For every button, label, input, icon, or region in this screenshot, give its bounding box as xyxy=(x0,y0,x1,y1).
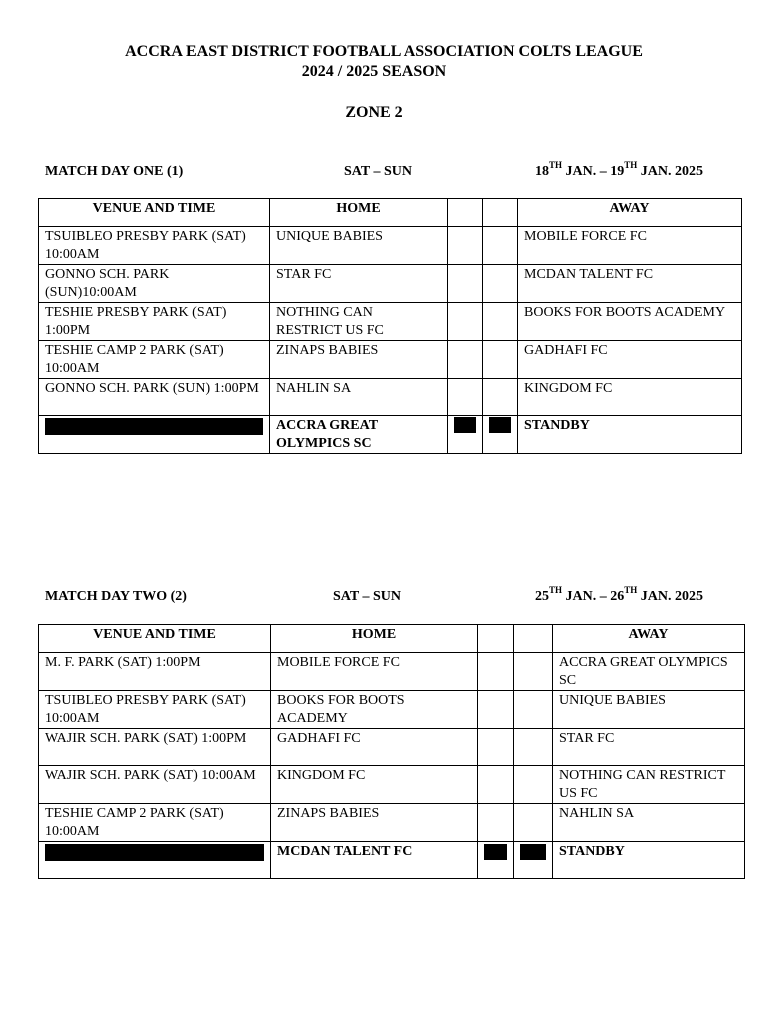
score-cell xyxy=(483,341,518,379)
matchday2-dates xyxy=(535,585,703,606)
date-mid: JAN. – 19 xyxy=(562,164,625,179)
venue-cell: TESHIE PRESBY PARK (SAT) 1:00PM xyxy=(39,303,270,341)
redaction-bar xyxy=(45,418,263,435)
venue-cell: GONNO SCH. PARK (SUN) 1:00PM xyxy=(39,379,270,416)
away-header: AWAY xyxy=(518,199,742,227)
matchday1-table xyxy=(38,198,742,454)
score-header xyxy=(448,199,483,227)
score-cell xyxy=(514,653,553,691)
score-cell xyxy=(448,416,483,454)
date-end: JAN. 2025 xyxy=(637,589,703,604)
matchday1-heading xyxy=(0,160,768,183)
table-row xyxy=(39,303,742,341)
table-header xyxy=(39,199,742,227)
table-row xyxy=(39,766,745,804)
away-cell: NAHLIN SA xyxy=(553,804,745,842)
home-cell: MCDAN TALENT FC xyxy=(271,842,478,879)
venue-cell: TESHIE CAMP 2 PARK (SAT) 10:00AM xyxy=(39,341,270,379)
venue-cell: M. F. PARK (SAT) 1:00PM xyxy=(39,653,271,691)
redaction-bar xyxy=(45,844,264,861)
home-cell: NAHLIN SA xyxy=(270,379,448,416)
score-header xyxy=(478,625,514,653)
away-cell: MCDAN TALENT FC xyxy=(518,265,742,303)
away-cell: KINGDOM FC xyxy=(518,379,742,416)
score-cell xyxy=(448,379,483,416)
home-cell: UNIQUE BABIES xyxy=(270,227,448,265)
zone-title: ZONE 2 xyxy=(345,104,403,121)
table-row xyxy=(39,265,742,303)
redaction-bar xyxy=(489,417,511,433)
away-cell: STAR FC xyxy=(553,729,745,766)
matchday2-heading xyxy=(0,585,768,608)
venue-cell: TSUIBLEO PRESBY PARK (SAT) 10:00AM xyxy=(39,227,270,265)
venue-header: VENUE AND TIME xyxy=(39,625,271,653)
score-cell xyxy=(478,653,514,691)
date-start: 18 xyxy=(535,164,549,179)
venue-cell: WAJIR SCH. PARK (SAT) 10:00AM xyxy=(39,766,271,804)
away-header: AWAY xyxy=(553,625,745,653)
date-sup: TH xyxy=(624,585,638,596)
away-cell: GADHAFI FC xyxy=(518,341,742,379)
away-cell: BOOKS FOR BOOTS ACADEMY xyxy=(518,303,742,341)
home-cell: ACCRA GREAT OLYMPICS SC xyxy=(270,416,448,454)
redaction-bar xyxy=(454,417,476,433)
score-cell xyxy=(514,691,553,729)
league-title: ACCRA EAST DISTRICT FOOTBALL ASSOCIATION COLTS LEAGUE xyxy=(125,43,643,60)
score-header xyxy=(514,625,553,653)
table-row xyxy=(39,379,742,416)
table-row xyxy=(39,691,745,729)
table-row xyxy=(39,804,745,842)
score-cell xyxy=(448,265,483,303)
season-title: 2024 / 2025 SEASON xyxy=(301,63,447,80)
score-cell xyxy=(478,766,514,804)
venue-cell xyxy=(39,842,271,879)
score-cell xyxy=(478,804,514,842)
date-sup: TH xyxy=(549,585,563,596)
score-cell xyxy=(483,303,518,341)
away-cell: STANDBY xyxy=(518,416,742,454)
standby-row xyxy=(39,416,742,454)
venue-cell: GONNO SCH. PARK (SUN)10:00AM xyxy=(39,265,270,303)
venue-cell: WAJIR SCH. PARK (SAT) 1:00PM xyxy=(39,729,271,766)
away-cell: UNIQUE BABIES xyxy=(553,691,745,729)
score-cell xyxy=(514,842,553,879)
home-cell: MOBILE FORCE FC xyxy=(271,653,478,691)
date-start: 25 xyxy=(535,589,549,604)
venue-cell xyxy=(39,416,270,454)
score-header xyxy=(483,199,518,227)
venue-cell: TESHIE CAMP 2 PARK (SAT) 10:00AM xyxy=(39,804,271,842)
home-header: HOME xyxy=(271,625,478,653)
score-cell xyxy=(478,691,514,729)
score-cell xyxy=(514,804,553,842)
home-cell: BOOKS FOR BOOTS ACADEMY xyxy=(271,691,478,729)
away-cell: STANDBY xyxy=(553,842,745,879)
home-cell: NOTHING CAN RESTRICT US FC xyxy=(270,303,448,341)
table-row xyxy=(39,341,742,379)
redaction-bar xyxy=(484,844,507,860)
venue-cell: TSUIBLEO PRESBY PARK (SAT) 10:00AM xyxy=(39,691,271,729)
table-row xyxy=(39,653,745,691)
score-cell xyxy=(514,766,553,804)
venue-header: VENUE AND TIME xyxy=(39,199,270,227)
matchday1-days: SAT – SUN xyxy=(344,164,412,179)
home-header: HOME xyxy=(270,199,448,227)
date-sup: TH xyxy=(549,160,563,171)
score-cell xyxy=(448,227,483,265)
home-cell: ZINAPS BABIES xyxy=(271,804,478,842)
score-cell xyxy=(514,729,553,766)
matchday1-dates xyxy=(535,160,703,181)
away-cell: ACCRA GREAT OLYMPICS SC xyxy=(553,653,745,691)
away-cell: MOBILE FORCE FC xyxy=(518,227,742,265)
away-cell: NOTHING CAN RESTRICT US FC xyxy=(553,766,745,804)
date-end: JAN. 2025 xyxy=(637,164,703,179)
redaction-bar xyxy=(520,844,546,860)
standby-row xyxy=(39,842,745,879)
date-sup: TH xyxy=(624,160,638,171)
matchday2-days: SAT – SUN xyxy=(333,589,401,604)
score-cell xyxy=(483,227,518,265)
score-cell xyxy=(478,729,514,766)
table-row xyxy=(39,227,742,265)
score-cell xyxy=(448,341,483,379)
matchday1-label: MATCH DAY ONE (1) xyxy=(45,164,184,179)
table-row xyxy=(39,729,745,766)
date-mid: JAN. – 26 xyxy=(562,589,625,604)
score-cell xyxy=(483,379,518,416)
table-header xyxy=(39,625,745,653)
matchday2-table xyxy=(38,624,745,879)
score-cell xyxy=(448,303,483,341)
home-cell: ZINAPS BABIES xyxy=(270,341,448,379)
home-cell: KINGDOM FC xyxy=(271,766,478,804)
home-cell: GADHAFI FC xyxy=(271,729,478,766)
score-cell xyxy=(483,416,518,454)
score-cell xyxy=(478,842,514,879)
matchday2-label: MATCH DAY TWO (2) xyxy=(45,589,187,604)
score-cell xyxy=(483,265,518,303)
home-cell: STAR FC xyxy=(270,265,448,303)
